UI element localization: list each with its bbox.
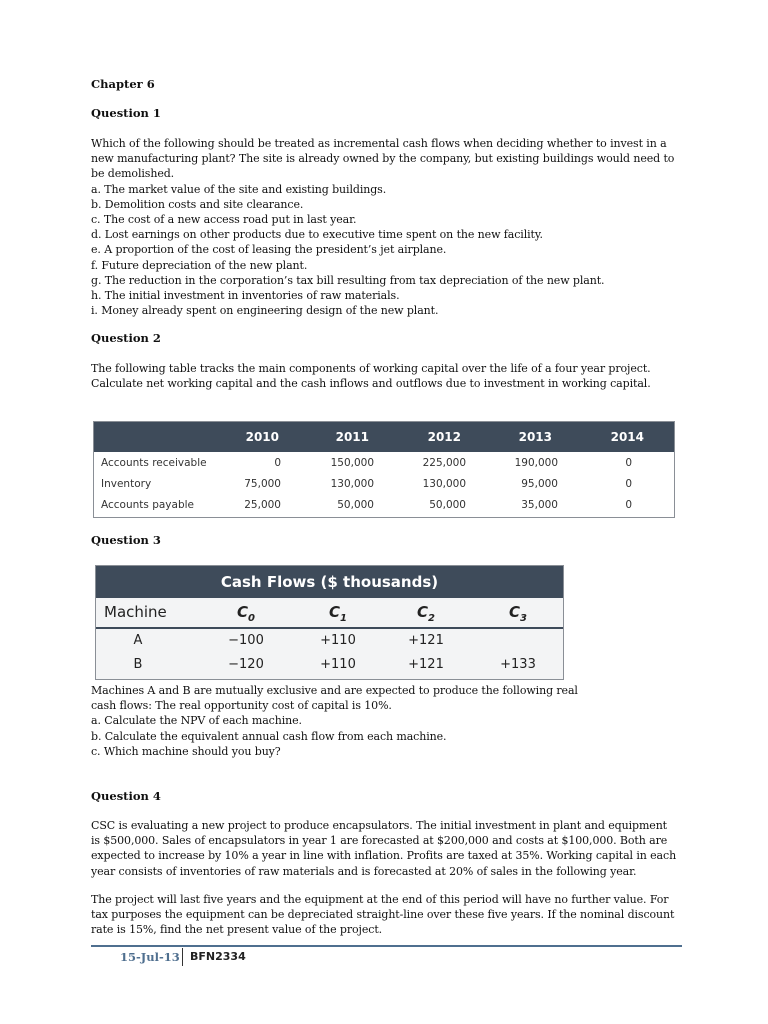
column-subscript: 3 — [520, 613, 527, 624]
question-3-text — [91, 683, 611, 759]
year-header: 2013 — [518, 430, 552, 444]
cell: 0 — [625, 478, 632, 490]
cell: 225,000 — [422, 457, 466, 469]
question-3-line: a. Calculate the NPV of each machine. — [91, 714, 302, 728]
column-subscript: 0 — [248, 613, 255, 624]
row-label: Inventory — [101, 478, 152, 490]
table-row — [94, 454, 674, 474]
cash-flows-table — [95, 565, 564, 680]
column-header — [498, 603, 538, 624]
cell: 35,000 — [521, 499, 558, 511]
table-row — [94, 475, 674, 495]
cell: 150,000 — [330, 457, 374, 469]
cell: 0 — [625, 457, 632, 469]
machine-header: Machine — [104, 603, 167, 621]
question-1-item: h. The initial investment in inventories of raw materials. — [91, 289, 400, 303]
year-header: 2012 — [427, 430, 461, 444]
question-1-text — [91, 136, 677, 318]
column-letter: C — [237, 603, 249, 621]
question-1-item: f. Future depreciation of the new plant. — [91, 258, 308, 272]
table-header-row — [96, 598, 563, 629]
cell: −100 — [228, 633, 264, 648]
cell: +110 — [320, 657, 356, 672]
cell: −120 — [228, 657, 264, 672]
cell: +121 — [408, 657, 444, 672]
question-1-intro: Which of the following should be treated as incremental cash flows when deciding whether to invest in a new manufacturing plant? The site is already owned by the company, but existing buildings would need to be demolished. — [91, 137, 675, 181]
cell: 0 — [274, 457, 281, 469]
chapter-title: Chapter 6 — [91, 77, 155, 91]
column-letter: C — [329, 603, 341, 621]
question-4-title: Question 4 — [91, 789, 161, 803]
question-2-title: Question 2 — [91, 331, 161, 345]
question-1-item: g. The reduction in the corporation’s tax bill resulting from tax depreciation of the new plant. — [91, 273, 605, 287]
question-3-line: c. Which machine should you buy? — [91, 744, 281, 758]
column-header — [318, 603, 358, 624]
question-3-line: Machines A and B are mutually exclusive and are expected to produce the following real — [91, 684, 578, 697]
question-3-line: b. Calculate the equivalent annual cash flow from each machine. — [91, 729, 447, 743]
working-capital-table — [93, 421, 675, 518]
cell: 0 — [625, 499, 632, 511]
table-header-row — [94, 422, 674, 452]
question-1-item: b. Demolition costs and site clearance. — [91, 197, 304, 211]
column-subscript: 2 — [428, 613, 435, 624]
question-3-line: cash flows: The real opportunity cost of capital is 10%. — [91, 699, 392, 713]
machine-label: A — [133, 633, 143, 648]
question-3-title: Question 3 — [91, 533, 161, 547]
row-label: Accounts receivable — [101, 457, 207, 469]
question-1-item: a. The market value of the site and existing buildings. — [91, 182, 387, 196]
cell: +133 — [500, 657, 536, 672]
question-2-intro: The following table tracks the main components of working capital over the life of a four year project. Calculate net working capital and the cash inflows and outflows due to investment in working capital. — [91, 362, 651, 391]
cell: 130,000 — [330, 478, 374, 490]
question-1-item: e. A proportion of the cost of leasing the president’s jet airplane. — [91, 243, 447, 257]
year-header: 2011 — [335, 430, 369, 444]
row-label: Accounts payable — [101, 499, 194, 511]
footer-divider — [91, 945, 682, 947]
table-title: Cash Flows ($ thousands) — [220, 573, 439, 591]
column-header — [226, 603, 266, 624]
table-title-bar — [96, 566, 563, 598]
column-header — [406, 603, 446, 624]
cell: 190,000 — [514, 457, 558, 469]
question-1-item: d. Lost earnings on other products due to executive time spent on the new facility. — [91, 228, 543, 242]
table-row — [96, 630, 563, 654]
table-row — [94, 496, 674, 516]
table-row — [96, 654, 563, 678]
footer-course-code: BFN2334 — [190, 950, 246, 963]
question-1-title: Question 1 — [91, 106, 161, 120]
cell: +121 — [408, 633, 444, 648]
question-4-paragraph: CSC is evaluating a new project to produce encapsulators. The initial investment in plant and equipment is $500,000. Sales of encapsulators in year 1 are forecasted at $200,000 and costs at $100,000. Both are expected to increase by 10% a year in line with inflation. Profits are taxed at 35%. Working capital in each year consists of inventories of raw materials and is forecasted at 20% of sales in the following year. — [91, 819, 677, 878]
cell: +110 — [320, 633, 356, 648]
cell: 95,000 — [521, 478, 558, 490]
cell: 75,000 — [244, 478, 281, 490]
footer-date: 15-Jul-13 — [120, 950, 180, 964]
column-subscript: 1 — [340, 613, 347, 624]
question-4-text — [91, 818, 679, 937]
question-1-item: i. Money already spent on engineering design of the new plant. — [91, 304, 439, 318]
year-header: 2014 — [610, 430, 644, 444]
cell: 25,000 — [244, 499, 281, 511]
question-4-paragraph: The project will last five years and the equipment at the end of this period will have no further value. For tax purposes the equipment can be depreciated straight-line over these five years. If the nominal discount rate is 15%, find the net present value of the project. — [91, 892, 675, 937]
question-1-item: c. The cost of a new access road put in last year. — [91, 213, 357, 227]
cell: 50,000 — [337, 499, 374, 511]
column-letter: C — [509, 603, 521, 621]
cell: 50,000 — [429, 499, 466, 511]
year-header: 2010 — [245, 430, 279, 444]
column-letter: C — [417, 603, 429, 621]
cell: 130,000 — [422, 478, 466, 490]
machine-label: B — [133, 657, 143, 672]
footer-separator — [182, 948, 183, 966]
